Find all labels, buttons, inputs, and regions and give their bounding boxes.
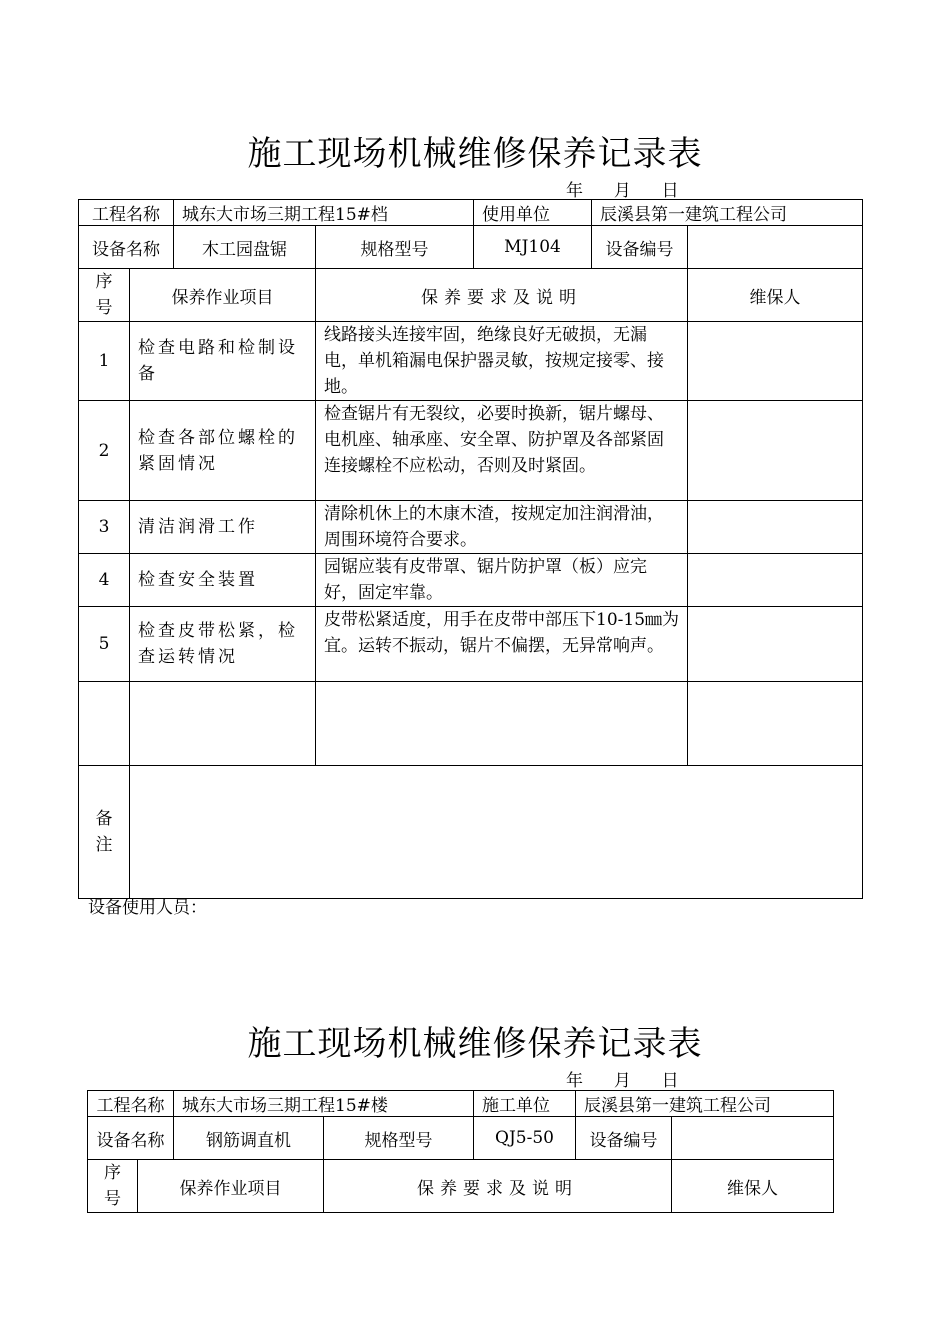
form1-project-value: 城东大市场三期工程15#档 (174, 200, 474, 226)
form2-spec-value: QJ5-50 (474, 1117, 576, 1160)
form2-header-seq: 序号 (88, 1160, 138, 1213)
form1-date-month: 月 (613, 181, 631, 201)
row-requirement: 清除机休上的木康木渣，按规定加注润滑油，周围环境符合要求。 (316, 501, 688, 554)
form2-date-day: 日 (661, 1071, 679, 1091)
form1-spec-label: 规格型号 (316, 226, 474, 269)
form2-equip-value: 钢筋调直机 (174, 1117, 324, 1160)
table-row (79, 401, 863, 501)
form1-header-seq: 序号 (79, 269, 130, 322)
form1-equip-label: 设备名称 (79, 226, 174, 269)
row-person (688, 322, 863, 401)
form1-code-label: 设备编号 (592, 226, 688, 269)
form1-unit-value: 辰溪县第一建筑工程公司 (592, 200, 863, 226)
form1-footer: 设备使用人员： (88, 898, 207, 918)
form1-title: 施工现场机械维修保养记录表 (247, 134, 703, 174)
form2-unit-label: 施工单位 (474, 1091, 576, 1117)
empty-cell (130, 682, 316, 766)
form2-header-req: 保养要求及说明 (324, 1160, 672, 1213)
form2-header-person: 维保人 (672, 1160, 834, 1213)
row-number: 4 (79, 554, 130, 607)
empty-cell (79, 682, 130, 766)
form1-header-item: 保养作业项目 (130, 269, 316, 322)
form1-date-year: 年 (566, 181, 583, 201)
form2-table (87, 1090, 834, 1213)
form2-header-item: 保养作业项目 (138, 1160, 324, 1213)
row-person (688, 401, 863, 501)
row-requirement: 皮带松紧适度，用手在皮带中部压下10-15㎜为宜。运转不振动，锯片不偏摆，无异常响声。 (316, 607, 688, 682)
empty-cell (316, 682, 688, 766)
form2-code-value (672, 1117, 834, 1160)
table-row-empty (79, 682, 863, 766)
row-item: 检查安全装置 (130, 554, 316, 607)
form2-unit-value: 辰溪县第一建筑工程公司 (576, 1091, 834, 1117)
row-number: 1 (79, 322, 130, 401)
row-item: 检查电路和检制设备 (130, 322, 316, 401)
form1-remark-value (130, 766, 863, 899)
row-number: 3 (79, 501, 130, 554)
form2-project-label: 工程名称 (88, 1091, 174, 1117)
row-person (688, 501, 863, 554)
row-number: 5 (79, 607, 130, 682)
row-item: 检查各部位螺栓的紧固情况 (130, 401, 316, 501)
form1-unit-label: 使用单位 (474, 200, 592, 226)
form1-remark-label: 备注 (79, 766, 130, 899)
empty-cell (688, 682, 863, 766)
table-row (79, 607, 863, 682)
form2-code-label: 设备编号 (576, 1117, 672, 1160)
row-person (688, 607, 863, 682)
form2-spec-label: 规格型号 (324, 1117, 474, 1160)
form1-table (78, 199, 863, 899)
table-row (79, 322, 863, 401)
form1-header-req: 保养要求及说明 (316, 269, 688, 322)
table-row (79, 501, 863, 554)
form2-date-month: 月 (613, 1071, 631, 1091)
form1-spec-value: MJ104 (474, 226, 592, 269)
form2-project-value: 城东大市场三期工程15#楼 (174, 1091, 474, 1117)
row-requirement: 线路接头连接牢固，绝缘良好无破损，无漏电，单机箱漏电保护器灵敏，按规定接零、接地。 (316, 322, 688, 401)
form1-equip-value: 木工园盘锯 (174, 226, 316, 269)
form2-date (566, 1066, 679, 1091)
form1-code-value (688, 226, 863, 269)
row-number: 2 (79, 401, 130, 501)
form1-date-day: 日 (661, 181, 679, 201)
form1-header-person: 维保人 (688, 269, 863, 322)
form1-date (566, 176, 679, 201)
form1-project-label: 工程名称 (79, 200, 174, 226)
form2-date-year: 年 (566, 1071, 583, 1091)
form2-equip-label: 设备名称 (88, 1117, 174, 1160)
row-requirement: 检查锯片有无裂纹，必要时换新，锯片螺母、电机座、轴承座、安全罩、防护罩及各部紧固连接螺栓不应松动，否则及时紧固。 (316, 401, 688, 501)
row-requirement: 园锯应装有皮带罩、锯片防护罩（板）应完好，固定牢靠。 (316, 554, 688, 607)
row-item: 清洁润滑工作 (130, 501, 316, 554)
table-row (79, 554, 863, 607)
row-item: 检查皮带松紧，检查运转情况 (130, 607, 316, 682)
row-person (688, 554, 863, 607)
form2-title: 施工现场机械维修保养记录表 (247, 1024, 703, 1064)
